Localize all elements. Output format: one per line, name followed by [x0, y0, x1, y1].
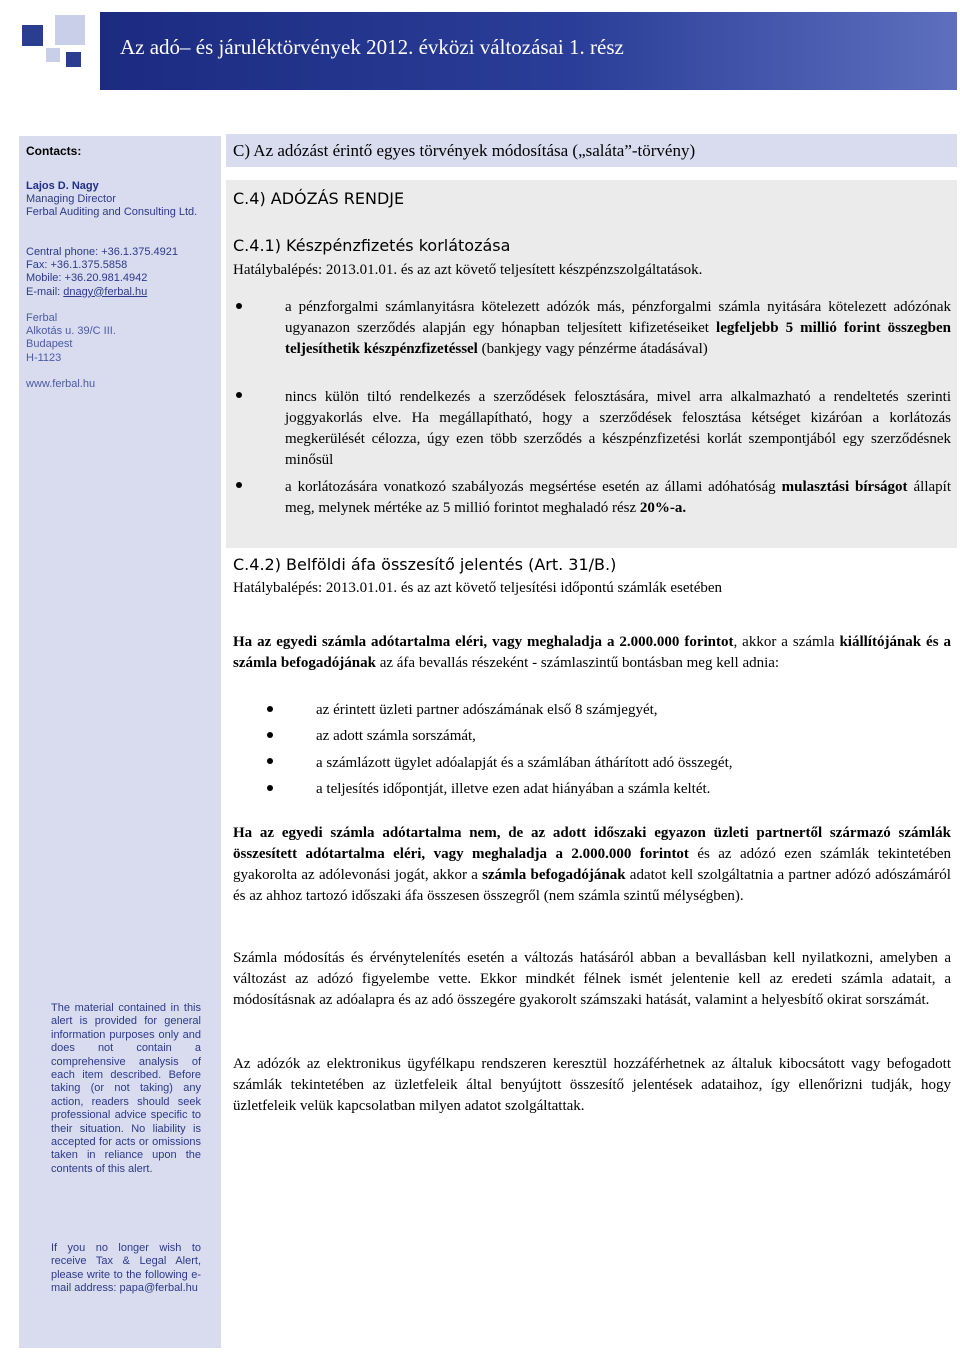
- contact-company: Ferbal Auditing and Consulting Ltd.: [26, 206, 198, 219]
- decor-square-dark-small: [66, 52, 81, 67]
- c41-b3-bold: mulasztási bírságot: [781, 479, 908, 495]
- bullet-icon: [236, 482, 242, 488]
- contact-email-row: [26, 286, 216, 299]
- decor-square-light-small: [46, 48, 60, 62]
- contact-address: [26, 312, 216, 365]
- email-prefix: E-mail:: [26, 285, 64, 298]
- c42-effective-date: Hatálybalépés: 2013.01.01. és az azt követő teljesítési időpontú számlák esetében: [233, 580, 723, 596]
- c41-bullet-2: nincs külön tiltó rendelkezés a szerződések felosztására, mivel arra alkalmazható a rendeltetés szerinti joggyakorlás elve. Ha megállapítható, hogy a szerződések felosztása kétséget kizáróan a korlátozás megkerülését célozza, úgy ezen több szerződés a készpénzfizetési korlát szempontjából egy szerződésnek minősül: [285, 389, 951, 468]
- bullet-icon: [267, 706, 273, 712]
- contacts-sidebar: [19, 136, 221, 1348]
- c41-b1-tail: (bankjegy vagy pénzérme átadásával): [477, 341, 708, 357]
- address-line-2: Alkotás u. 39/C III.: [26, 325, 116, 338]
- c41-b3-mid: állapít meg, melynek mértéke az 5 millió forintot meghaladó rész: [285, 479, 951, 516]
- c42-paragraph-4: Az adózók az elektronikus ügyfélkapu rendszeren keresztül hozzáférhetnek az általuk kibocsátott vagy befogadott számlák tekintetében az üzletfeleik által benyújtott összesítő jelentések adataihoz, így ellenőrizni tudják, hogy üzletfeleik velük kapcsolatban milyen adatot szolgáltattak.: [233, 1056, 951, 1114]
- contact-mobile: Mobile: +36.20.981.4942: [26, 272, 148, 285]
- c41-b3-text: a korlátozására vonatkozó szabályozás megsértése esetén az állami adóhatóság: [285, 479, 782, 495]
- contact-name: Lajos D. Nagy: [26, 180, 99, 192]
- c42-list-item: a számlázott ügylet adóalapját és a számlában áthárított adó összegét,: [316, 755, 733, 771]
- c41-heading: C.4.1) Készpénzfizetés korlátozása: [233, 236, 511, 255]
- c42-p2-bold: Ha az egyedi számla adótartalma nem, de az adott időszaki egyazon üzleti partnertől származó számlák összesített adótartalma eléri, vagy meghaladja a 2.000.000 forintot: [233, 825, 951, 862]
- bullet-icon: [236, 303, 242, 309]
- address-line-3: Budapest: [26, 338, 73, 351]
- c42-list-item: az adott számla sorszámát,: [316, 728, 476, 744]
- c41-effective-date: Hatálybalépés: 2013.01.01. és az azt követő teljesített készpénzszolgáltatások.: [233, 262, 703, 278]
- address-line-1: Ferbal: [26, 312, 58, 324]
- bullet-icon: [236, 392, 242, 398]
- email-link[interactable]: dnagy@ferbal.hu: [63, 285, 148, 298]
- contact-role: Managing Director: [26, 193, 116, 206]
- title-banner: [100, 12, 957, 90]
- c4-heading: C.4) ADÓZÁS RENDJE: [233, 189, 405, 208]
- bullet-icon: [267, 758, 273, 764]
- c41-b3-percent: 20%-a.: [639, 500, 687, 516]
- contact-person: [26, 180, 216, 220]
- unsubscribe-text: If you no longer wish to receive Tax & Legal Alert, please write to the following e-mail address: papa@ferbal.hu: [51, 1242, 201, 1295]
- c41-bullet-1: [285, 297, 951, 360]
- c41-bullet-3: [285, 477, 951, 519]
- c42-p1-bold2: kiállítójának és a számla befogadójának: [233, 634, 951, 671]
- c42-paragraph-3: Számla módosítás és érvénytelenítés esetén a változás hatásáról abban a bevallásban kell nyilatkozni, amelyben a változást az adózó figyelembe vette. Ekkor mindkét félnek ismét jelentenie kell az eredeti számla adatait, a módosításnak az adóalapra és az adó összegére gyakorolt számszaki hatását, valamint a helyesbítő okirat sorszámát.: [233, 950, 951, 1008]
- bullet-icon: [267, 785, 273, 791]
- section-header-title: C) Az adózást érintő egyes törvények módosítása („saláta”-törvény): [233, 141, 696, 160]
- c42-heading: C.4.2) Belföldi áfa összesítő jelentés (Art. 31/B.): [233, 555, 617, 574]
- c42-paragraph-2: [233, 823, 951, 907]
- contact-numbers: [26, 246, 216, 299]
- section-header: [226, 134, 957, 167]
- decor-square-dark: [22, 25, 43, 46]
- c42-p2-mid: és az adózó ezen számlák tekintetében gyakorolta az adólevonási jogát, akkor a: [233, 846, 951, 883]
- c42-p2-tail: adatot kell szolgáltatnia a partner adózó adószámáról és az ahhoz tartozó időszaki áfa összesen összegről (nem számla szintű mélységben).: [233, 867, 951, 904]
- address-line-4: H-1123: [26, 351, 62, 364]
- c42-p2-bold2: számla befogadójának: [482, 867, 626, 883]
- disclaimer-text: The material contained in this alert is provided for general information purposes only and does not contain a comprehensive analysis of each item described. Before taking (or not taking) any action, readers should seek professional advice specific to their situation. No liability is accepted for acts or omissions taken in reliance upon the contents of this alert.: [51, 1002, 201, 1175]
- c42-p1-mid: , akkor a számla: [733, 634, 840, 650]
- c42-paragraph-1: [233, 632, 951, 674]
- contact-phone: Central phone: +36.1.375.4921: [26, 246, 178, 258]
- document-title: Az adó– és járuléktörvények 2012. évközi változásai 1. rész: [120, 35, 624, 59]
- c41-b1-text: a pénzforgalmi számlanyitásra kötelezett adózók más, pénzforgalmi számla nyitására kötelezett adózónak ugyanazon szerződés alapján egy hónapban teljesített kifizetéseiket: [285, 299, 951, 336]
- contact-fax: Fax: +36.1.375.5858: [26, 259, 128, 272]
- c41-b1-bold: legfeljebb 5 millió forint összegben teljesíthetik készpénzfizetéssel: [285, 320, 951, 357]
- c42-list-item: a teljesítés időpontját, illetve ezen adat hiányában a számla keltét.: [316, 781, 711, 797]
- bullet-icon: [267, 732, 273, 738]
- c42-list-item: az érintett üzleti partner adószámának első 8 számjegyét,: [316, 702, 658, 718]
- contacts-title: Contacts:: [26, 144, 82, 158]
- decor-square-light: [55, 15, 85, 45]
- c42-p1-bold: Ha az egyedi számla adótartalma eléri, vagy meghaladja a 2.000.000 forintot: [233, 634, 734, 650]
- c42-p1-tail: az áfa bevallás részeként - számlaszintű bontásban meg kell adnia:: [375, 655, 780, 671]
- website-link[interactable]: www.ferbal.hu: [26, 378, 96, 390]
